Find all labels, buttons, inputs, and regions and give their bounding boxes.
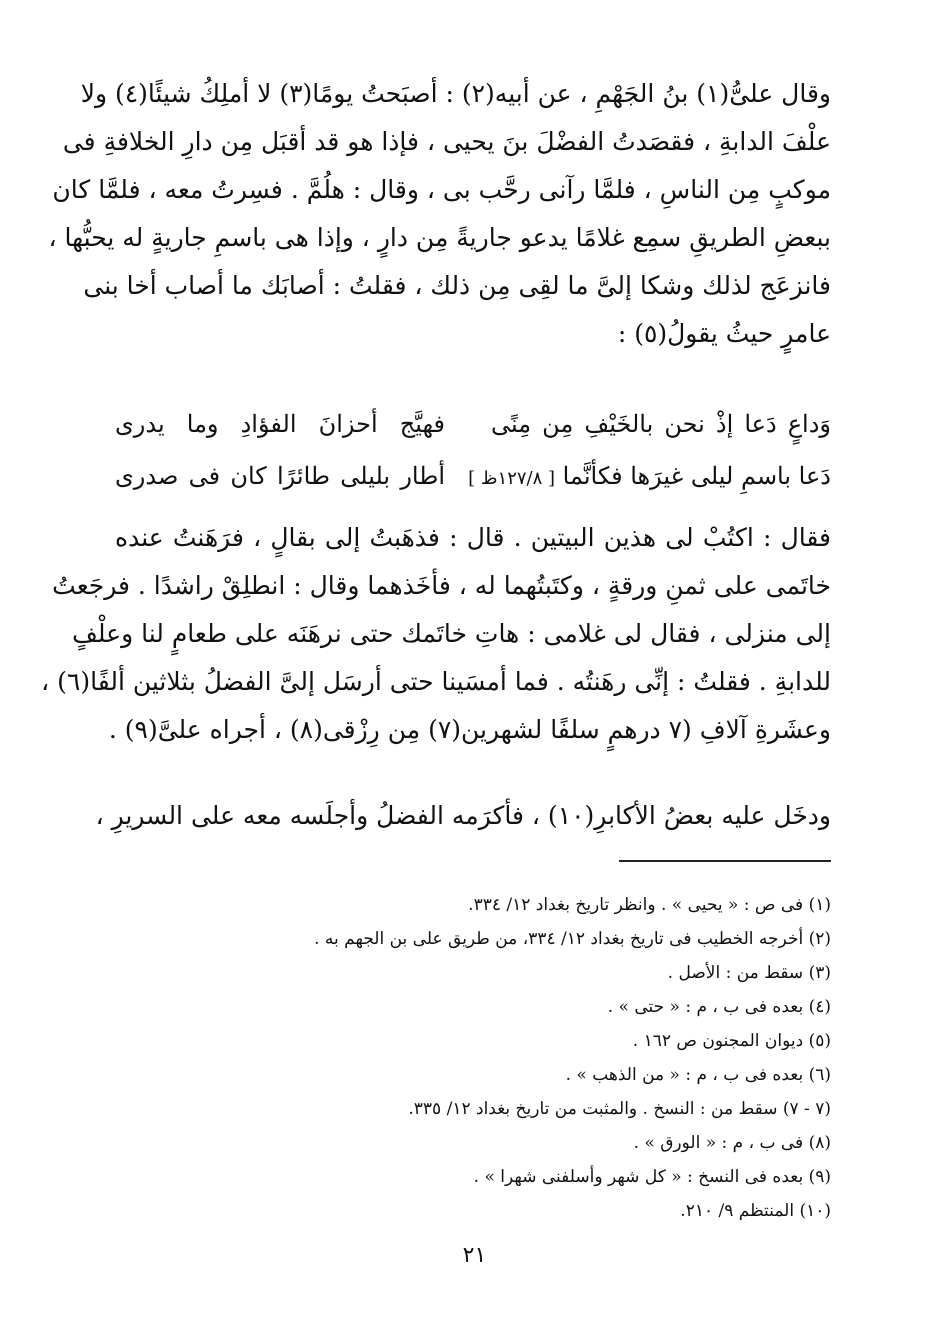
text-line: علْفَ الدابةِ ، فقصَدتُ الفضْلَ بنَ يحيى ، فإذا هو قد أقبَل مِن دارِ الخلافةِ فى <box>62 127 831 156</box>
text-line: وعشَرةِ آلافِ (٧ درهمٍ سلفًا لشهرين(٧) مِن رِزْقى(٨) ، أجراه علىَّ(٩) . <box>108 715 831 744</box>
paragraph-3 <box>95 792 831 840</box>
footnotes <box>115 888 831 1228</box>
text-line: ببعضِ الطريقِ سمِع غلامًا يدعو جاريةً مِن دارٍ ، وإذا هى باسمِ جاريةٍ له يحبُّها ، <box>48 223 831 252</box>
text-line: ودخَل عليه بعضُ الأكابرِ(١٠) ، فأكرَمه الفضلُ وأجلَسه معه على السريرِ ، <box>95 801 831 830</box>
text-line: فانزعَج لذلك وشكا إلىَّ ما لقِى مِن ذلك ، فقلتُ : أصابَك ما أصاب أخا بنى <box>83 271 831 300</box>
footnote: (٣) سقط من : الأصل . <box>667 963 831 983</box>
text-line: موكبٍ مِن الناسِ ، فلمَّا رآنى رحَّب بى ، وقال : هلُمَّ . فسِرتُ معه ، فلمَّا كان <box>52 175 831 204</box>
text-line: وقال علىُّ(١) بنُ الجَهْمِ ، عن أبيه(٢) : أصبَحتُ يومًا(٣) لا أملِكُ شيئًا(٤) ولا <box>80 79 831 108</box>
verse-line <box>115 462 831 508</box>
verse-second-hemistich: أطار بليلى طائرًا كان فى صدرى <box>115 462 445 490</box>
verse-second-hemistich: فهيَّج أحزانَ الفؤادِ وما يدرى <box>115 410 445 438</box>
footnote: (٦) بعده فى ب ، م : « من الذهب » . <box>565 1065 831 1085</box>
footnote: (٥) ديوان المجنون ص ١٦٢ . <box>632 1031 831 1051</box>
footnote: (٤) بعده فى ب ، م : « حتى » . <box>607 997 831 1017</box>
footnote: (٨) فى ب ، م : « الورق » . <box>633 1133 831 1153</box>
text-line: عامرٍ حيثُ يقولُ(٥) : <box>617 319 831 348</box>
manuscript-folio-marker: [ ١٢٧/٨ظ ] <box>468 468 556 489</box>
text-line: إلى منزلى ، فقال لى غلامى : هاتِ خاتَمك حتى نرهَنَه على طعامٍ لنا وعلْفٍ <box>72 619 831 648</box>
paragraph-2 <box>41 514 831 754</box>
paragraph-1 <box>48 70 831 358</box>
verse-line <box>115 410 831 456</box>
footnote: (٧ - ٧) سقط من : النسخ . والمثبت من تاريخ بغداد ١٢/ ٣٣٥. <box>408 1099 831 1119</box>
text-line: خاتَمى على ثمنِ ورقةٍ ، وكتَبتُهما له ، فأخَذهما وقال : انطلِقْ راشدًا . فرجَعتُ <box>52 571 831 600</box>
footnote: (٢) أخرجه الخطيب فى تاريخ بغداد ١٢/ ٣٣٤، من طريق على بن الجهم به . <box>314 929 831 949</box>
footnote: (١) فى ص : « يحيى » . وانظر تاريخ بغداد ١٢/ ٣٣٤. <box>468 895 831 915</box>
footnote-separator <box>619 860 831 862</box>
verse-first-hemistich-text: دَعا باسمِ ليلى غيرَها فكأنَّما <box>562 462 831 490</box>
footnote: (١٠) المنتظم ٩/ ٢١٠. <box>680 1201 831 1221</box>
text-line: للدابةِ . فقلتُ : إنِّى رهَنتُه . فما أمسَينا حتى أرسَل إلىَّ الفضلُ بثلاثين ألفًا(٦) ، <box>41 667 831 696</box>
verse-first-hemistich <box>468 462 831 490</box>
page-number: ٢١ <box>462 1243 487 1268</box>
text-line: فقال : اكتُبْ لى هذين البيتين . قال : فذهَبتُ إلى بقالٍ ، فرَهَنتُ عنده <box>115 523 831 552</box>
verse-first-hemistich: وَداعٍ دَعا إذْ نحن بالخَيْفِ مِن مِنًى <box>491 410 831 438</box>
footnote: (٩) بعده فى النسخ : « كل شهر وأسلفنى شهرا » . <box>473 1167 831 1187</box>
